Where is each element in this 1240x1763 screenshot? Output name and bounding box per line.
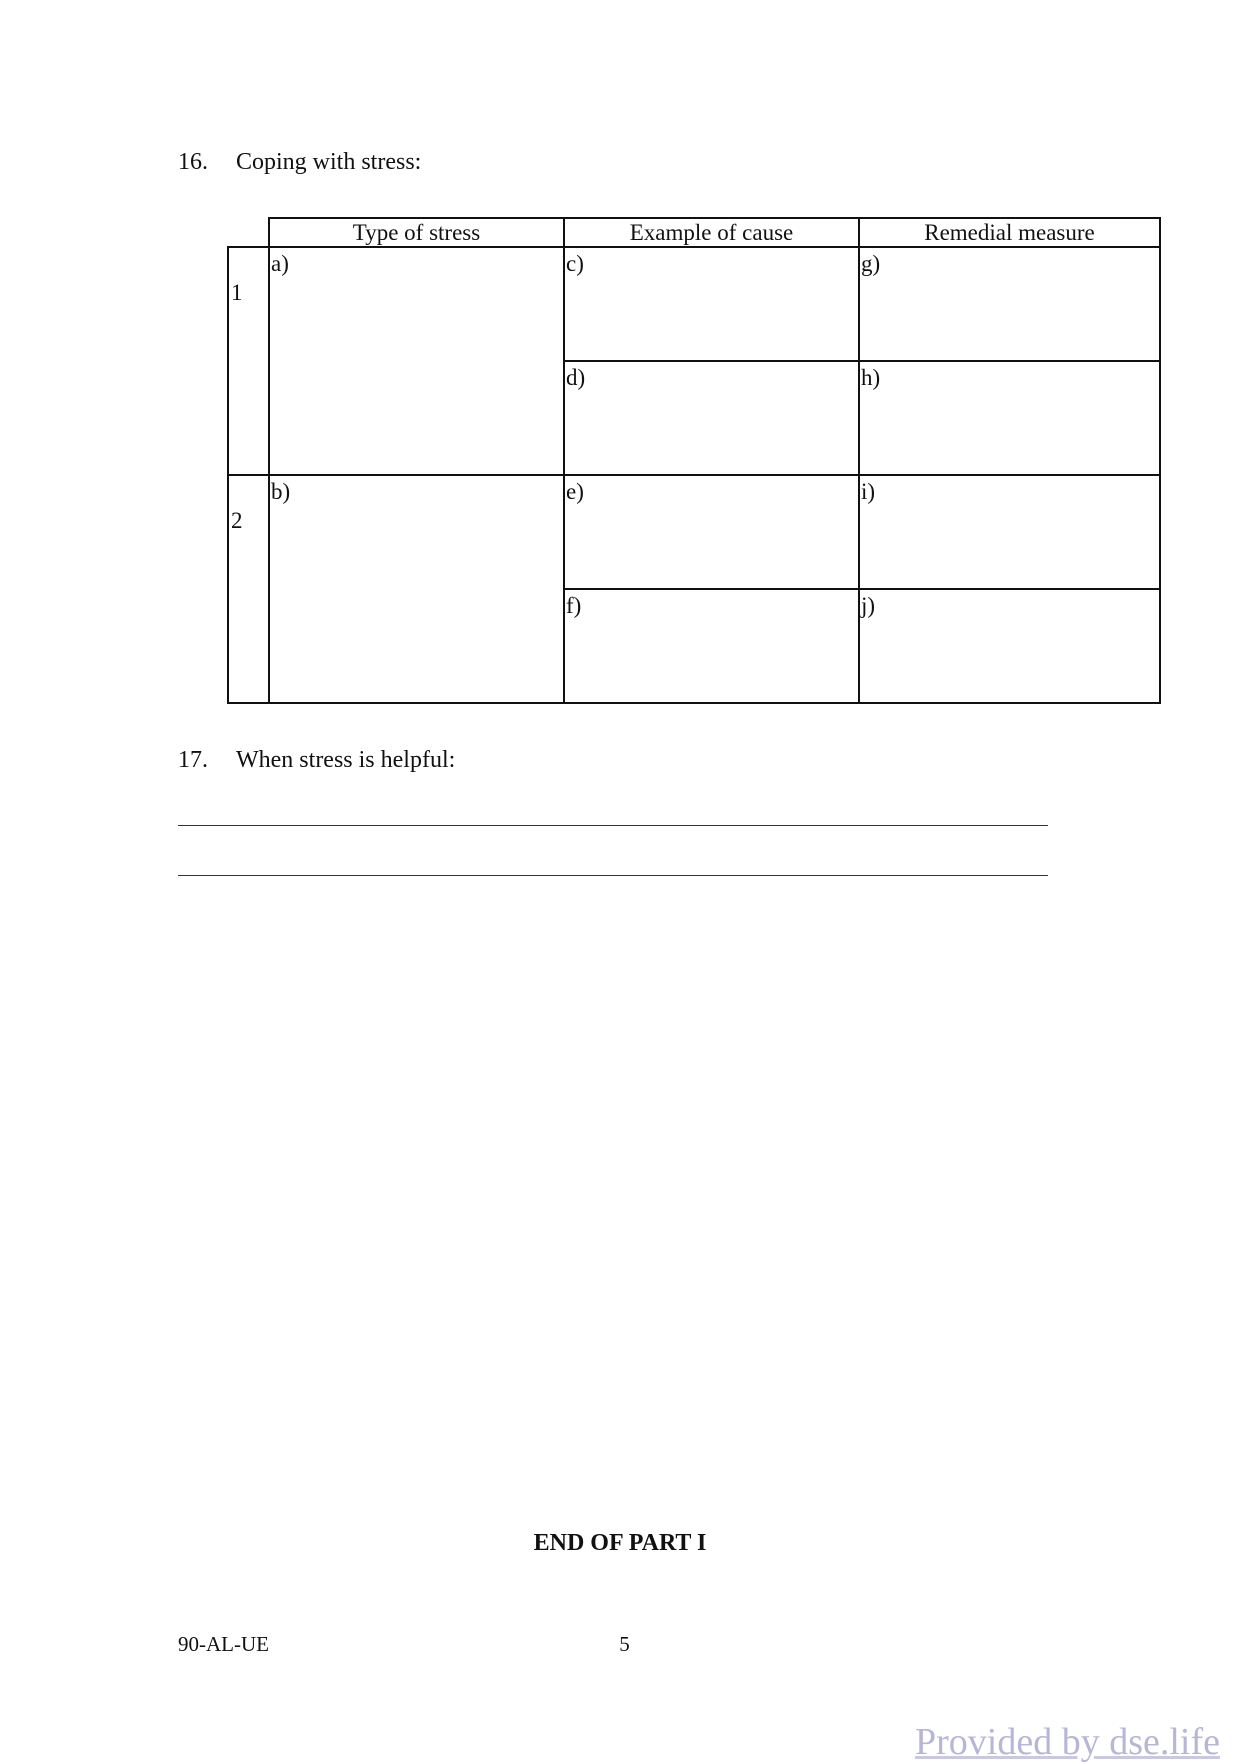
table-rule-col-1 [268, 217, 270, 704]
question-17-heading [178, 746, 455, 774]
cell-type: b) [271, 479, 291, 504]
row-label: 1 [231, 280, 243, 305]
question-text: Coping with stress: [236, 149, 422, 175]
table-rule-col-2 [563, 217, 565, 704]
table-border-left [227, 246, 229, 704]
table-rule-subrow-2 [564, 588, 1161, 590]
table-rule-subrow-1 [564, 360, 1161, 362]
row-label: 2 [231, 508, 243, 533]
cell-cause: f) [566, 593, 582, 618]
cell-measure: g) [861, 251, 881, 276]
answer-line [178, 825, 1048, 826]
cell-cause: e) [566, 479, 584, 504]
column-header-type: Type of stress [352, 220, 481, 245]
cell-measure: j) [861, 593, 876, 618]
cell-measure: i) [861, 479, 876, 504]
table-border-bottom [227, 702, 1161, 704]
question-16-heading [178, 148, 421, 176]
cell-cause: c) [566, 251, 584, 276]
question-number: 16. [178, 149, 208, 175]
watermark-link[interactable]: Provided by dse.life [914, 1721, 1220, 1763]
paper-code: 90-AL-UE [178, 1632, 269, 1656]
answer-line [178, 875, 1048, 876]
column-header-cause: Example of cause [629, 220, 794, 245]
table-border-right [1159, 217, 1161, 704]
question-number: 17. [178, 747, 208, 773]
cell-type: a) [271, 251, 289, 276]
cell-measure: h) [861, 365, 881, 390]
end-of-part-heading: END OF PART I [533, 1530, 707, 1556]
cell-cause: d) [566, 365, 586, 390]
column-header-measure: Remedial measure [924, 220, 1095, 245]
table-rule-row-divider [227, 474, 1161, 476]
question-text: When stress is helpful: [236, 747, 456, 773]
page-number: 5 [619, 1632, 630, 1656]
table-rule-col-3 [858, 217, 860, 704]
